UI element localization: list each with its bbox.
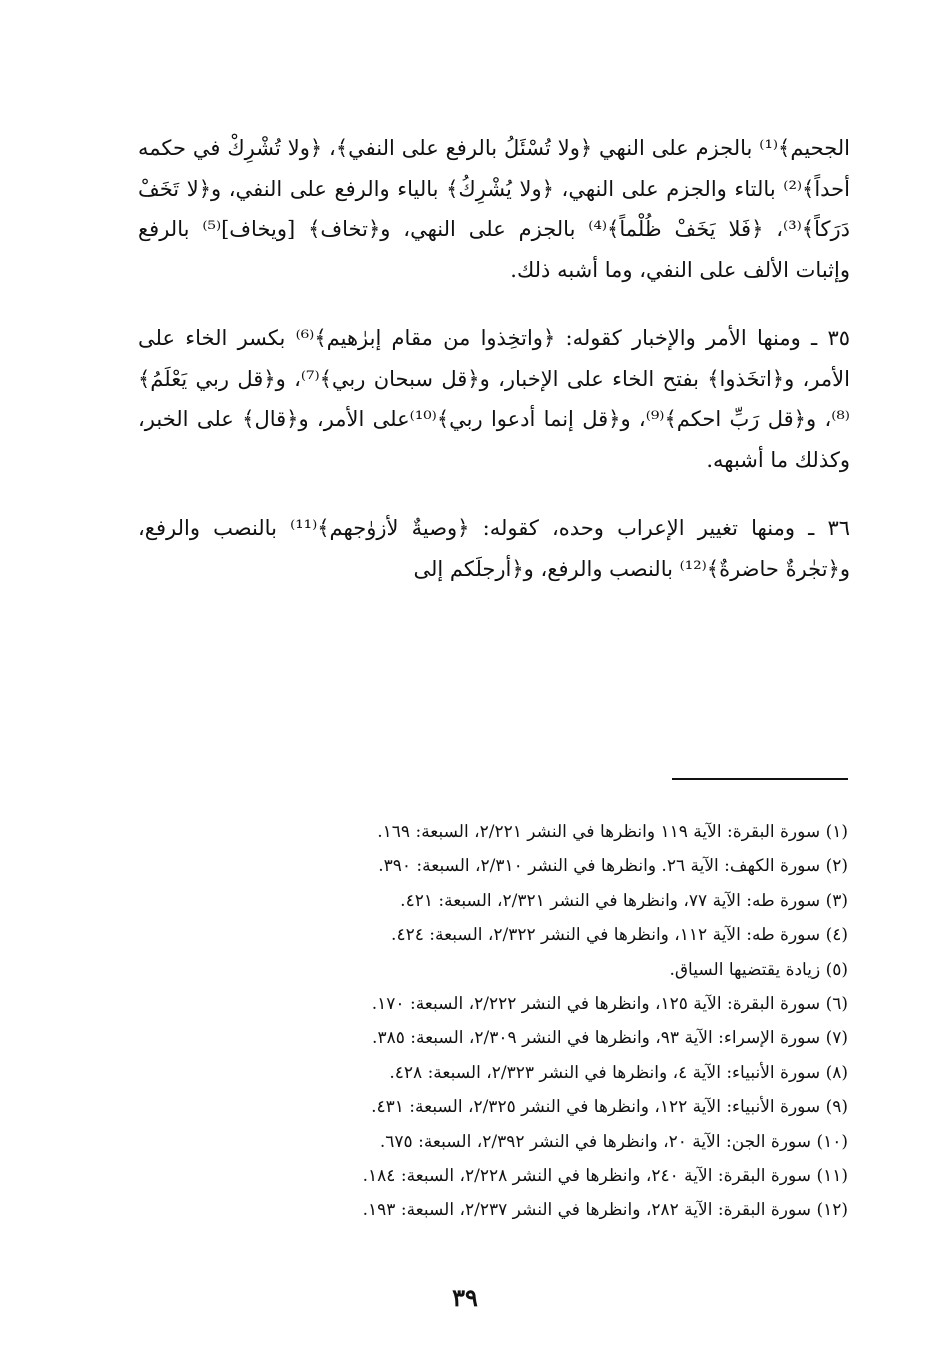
- footnote-5: (٥) زيادة يقتضيها السياق.: [669, 959, 848, 980]
- paragraph-35: ٣٥ ـ ومنها الأمر والإخبار كقوله: ﴿واتخِذوا من مقام إبرٰهيم﴾⁽⁶⁾ بكسر الخاء على الأمر، و﴿اتخَذوا﴾ بفتح الخاء على الإخبار، و﴿قل سبحان ربي﴾⁽⁷⁾، و﴿قل ربي يَعْلَمُ﴾⁽⁸⁾، و﴿قل رَبِّ احكم﴾⁽⁹⁾، و﴿قل إنما أدعوا ربي﴾⁽¹⁰⁾على الأمر، و﴿قال﴾ على الخبر، وكذلك ما أشبهه.: [138, 326, 850, 472]
- page-number: ٣٩: [452, 1283, 478, 1312]
- footnote-7: (٧) سورة الإسراء: الآية ٩٣، وانظرها في النشر ٢/٣٠٩، السبعة: ٣٨٥.: [372, 1028, 848, 1049]
- footnote-3: (٣) سورة طه: الآية ٧٧، وانظرها في النشر ٢/٣٢١، السبعة: ٤٢١.: [400, 890, 848, 911]
- footnote-11: (١١) سورة البقرة: الآية ٢٤٠، وانظرها في النشر ٢/٢٢٨، السبعة: ١٨٤.: [362, 1166, 848, 1187]
- footnote-12: (١٢) سورة البقرة: الآية ٢٨٢، وانظرها في النشر ٢/٢٣٧، السبعة: ١٩٣.: [362, 1200, 848, 1221]
- footnote-separator: [672, 778, 848, 780]
- footnotes: [200, 815, 848, 1228]
- footnote-6: (٦) سورة البقرة: الآية ١٢٥، وانظرها في النشر ٢/٢٢٢، السبعة: ١٧٠.: [371, 994, 848, 1015]
- paragraph-continuation: الجحيم﴾⁽¹⁾ بالجزم على النهي ﴿ولا تُسْئَلُ بالرفع على النفي﴾، ﴿ولا تُشْرِكْ في حكمه أحداً﴾⁽²⁾ بالتاء والجزم على النهي، ﴿ولا يُشْرِكُ﴾ بالياء والرفع على النفي، و﴿لا تَخَفْ دَرَكاً﴾⁽³⁾، ﴿فَلا يَخَفْ ظُلْماً﴾⁽⁴⁾ بالجزم على النهي، و﴿تخاف﴾ [ويخاف]⁽⁵⁾ بالرفع وإثبات الألف على النفي، وما أشبه ذلك.: [138, 136, 850, 282]
- footnote-10: (١٠) سورة الجن: الآية ٢٠، وانظرها في النشر ٢/٣٩٢، السبعة: ٦٧٥.: [379, 1131, 848, 1152]
- footnote-8: (٨) سورة الأنبياء: الآية ٤، وانظرها في النشر ٢/٣٢٣، السبعة: ٤٢٨.: [389, 1062, 848, 1083]
- footnote-4: (٤) سورة طه: الآية ١١٢، وانظرها في النشر ٢/٣٢٢، السبعة: ٤٢٤.: [391, 925, 848, 946]
- footnote-9: (٩) سورة الأنبياء: الآية ١٢٢، وانظرها في النشر ٢/٣٢٥، السبعة: ٤٣١.: [371, 1097, 848, 1118]
- footnote-2: (٢) سورة الكهف: الآية ٢٦. وانظرها في النشر ٢/٣١٠، السبعة: ٣٩٠.: [378, 856, 848, 877]
- paragraph-36: ٣٦ ـ ومنها تغيير الإعراب وحده، كقوله: ﴿وصيةٌ لأزوٰجهم﴾⁽¹¹⁾ بالنصب والرفع، و﴿تجٰرةٌ حاضرةٌ﴾⁽¹²⁾ بالنصب والرفع، و﴿أرجلَكم إلى: [138, 516, 850, 581]
- main-text: [138, 128, 850, 589]
- footnote-1: (١) سورة البقرة: الآية ١١٩ وانظرها في النشر ٢/٢٢١، السبعة: ١٦٩.: [377, 822, 848, 842]
